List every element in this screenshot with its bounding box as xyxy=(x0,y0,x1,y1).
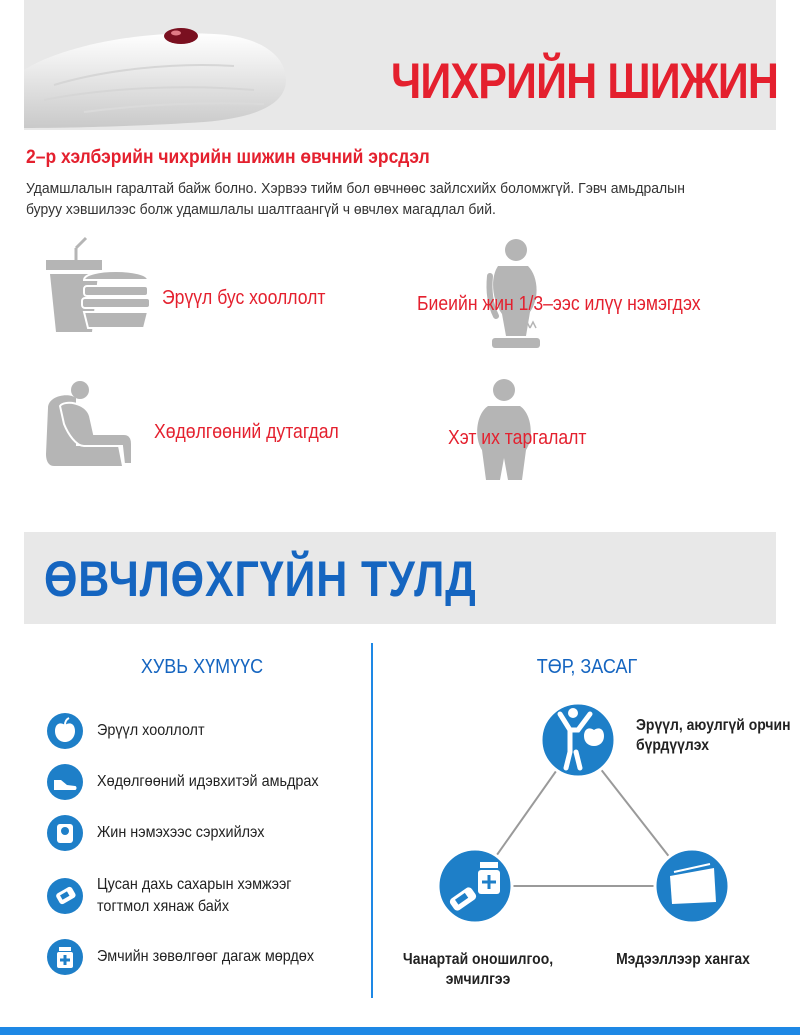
risk-section-title: 2–р хэлбэрийн чихрийн шижин өвчний эрсдэл xyxy=(26,147,430,168)
medicine-jar-icon xyxy=(47,939,83,975)
individuals-heading: ХУВЬ ХҮМҮҮС xyxy=(140,656,264,678)
glucose-meter-icon xyxy=(47,878,83,914)
government-heading: ТӨР, ЗАСАГ xyxy=(536,656,638,678)
footer-bar xyxy=(0,1027,800,1035)
individual-item-label: Цусан дахь сахарын хэмжээг xyxy=(97,876,292,893)
risk-factor-label: Хэт их таргалалт xyxy=(448,427,587,449)
active-person-apple-icon xyxy=(541,703,615,777)
sneaker-icon xyxy=(47,764,83,800)
individual-item-label: Хөдөлгөөний идэвхитэй амьдрах xyxy=(97,773,319,790)
column-divider xyxy=(371,643,373,998)
risk-factor-label: Хөдөлгөөний дутагдал xyxy=(154,421,339,443)
government-node-label: Чанартай оношилгоо, эмчилгээ xyxy=(402,951,554,988)
person-sitting-icon xyxy=(40,376,140,470)
risk-factor-label: Биеийн жин 1/3–ээс илүү нэмэгдэх xyxy=(417,293,701,315)
fast-food-icon xyxy=(40,236,150,336)
individual-item-label: Жин нэмэхээс сэрхийлэх xyxy=(97,824,265,841)
apple-icon xyxy=(47,713,83,749)
risk-intro-text: Удамшлалын гаралтай байж болно. Хэрвээ тийм бол өвчнөөс зайлсхийх боломжгүй. Гэвч амьдралын буруу хэвшилээс болж удамшлалы шалтгаангүй ч өвчлөх магадлал бий. xyxy=(26,180,685,218)
folder-documents-icon xyxy=(655,849,729,923)
medicine-diagnostics-icon xyxy=(438,849,512,923)
scale-icon xyxy=(47,815,83,851)
page-title: ЧИХРИЙН ШИЖИН xyxy=(390,53,778,109)
finger-blood-drop-icon xyxy=(24,0,354,130)
individual-item-label-line2: тогтмол хянаж байх xyxy=(97,898,230,915)
government-node-label: Эрүүл, аюулгүй орчин бүрдүүлэх xyxy=(636,717,791,754)
prevention-title: ӨВЧЛӨХГҮЙН ТУЛД xyxy=(44,551,477,607)
individual-item-label: Эмчийн зөвөлгөөг дагаж мөрдөх xyxy=(97,948,315,965)
government-node-label: Мэдээллээр хангах xyxy=(616,951,750,968)
individual-item-label: Эрүүл хооллолт xyxy=(97,722,205,739)
risk-factor-label: Эрүүл бус хооллолт xyxy=(162,287,326,309)
